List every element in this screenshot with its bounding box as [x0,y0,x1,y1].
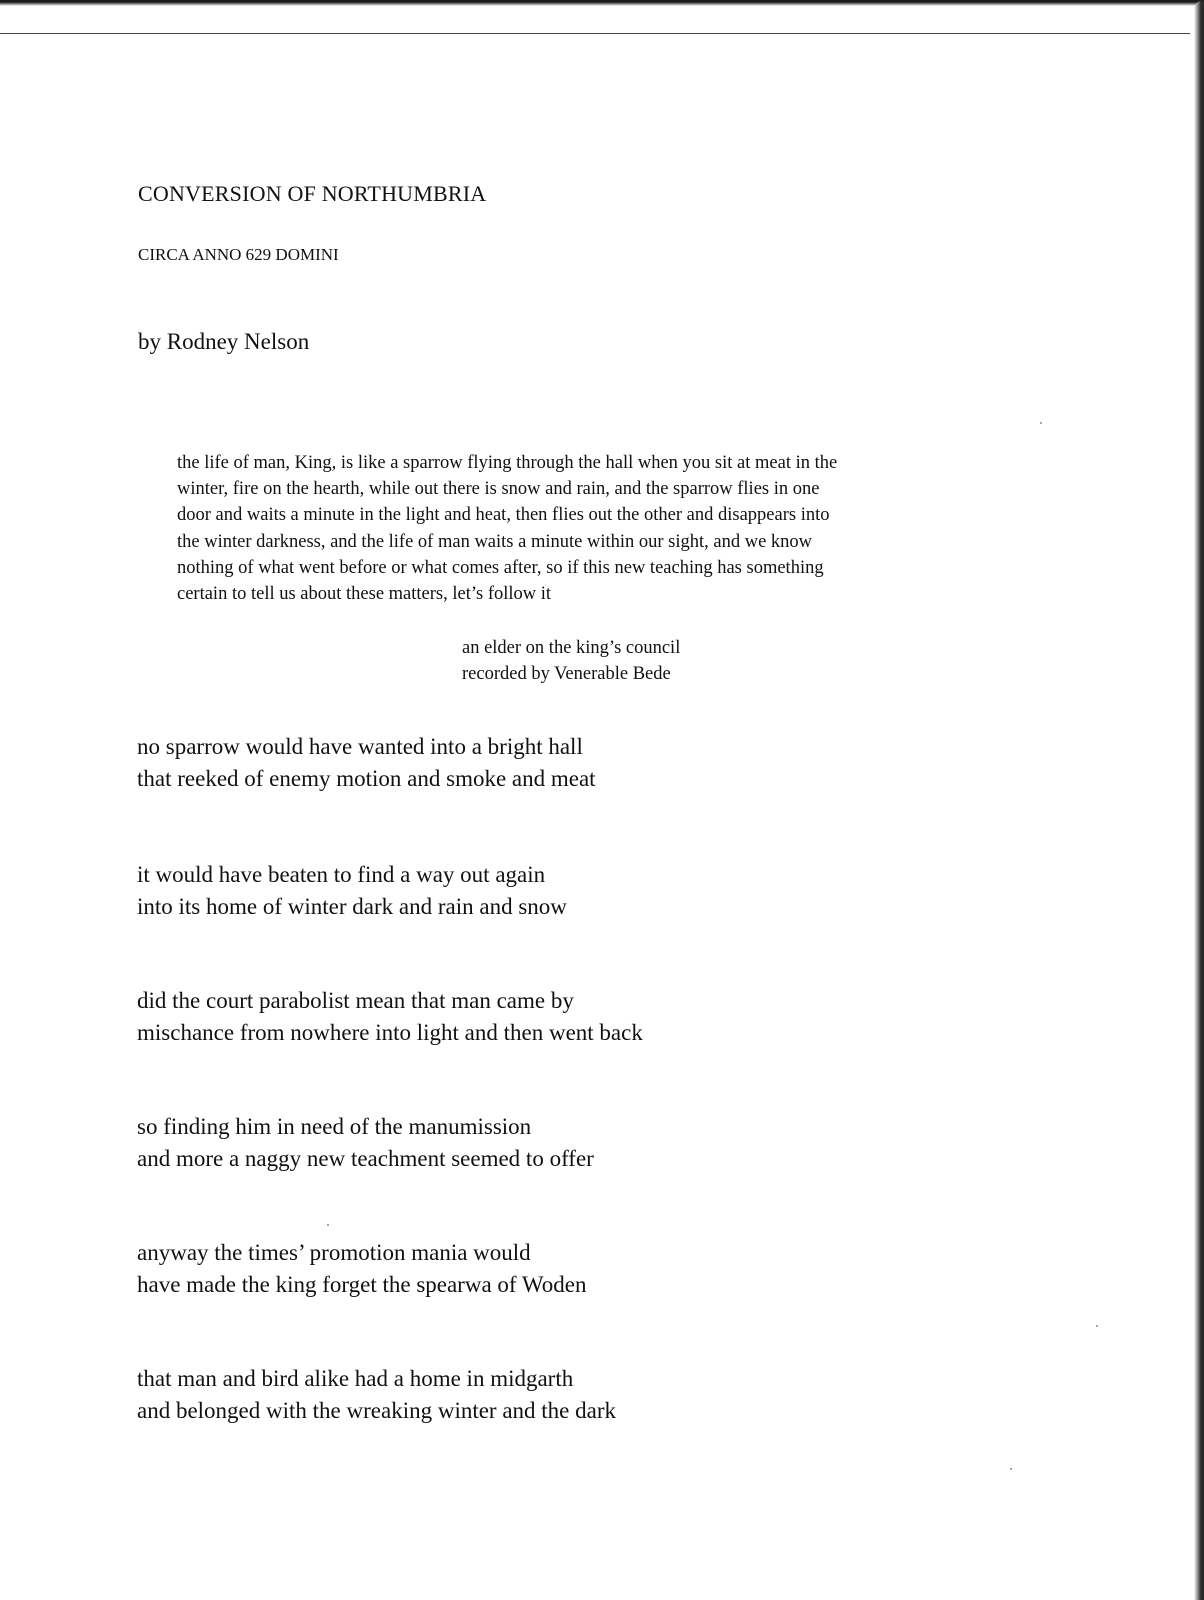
stanza-line: that man and bird alike had a home in midgarth [137,1366,574,1391]
epigraph-line: the winter darkness, and the life of man waits a minute within our sight, and we know [177,531,813,552]
scan-horizontal-rule [0,33,1190,34]
stanza-line: and belonged with the wreaking winter and the dark [137,1397,617,1423]
stanza-1 [137,731,596,794]
epigraph [177,450,977,607]
stanza-3 [137,985,643,1048]
stanza-line: did the court parabolist mean that man came by [137,988,574,1013]
stanza-line: have made the king forget the spearwa of Woden [137,1271,587,1297]
stanza-line: no sparrow would have wanted into a bright hall [137,734,583,759]
epigraph-line: winter, fire on the hearth, while out there is snow and rain, and the sparrow flies in one [177,479,820,500]
epigraph-line: nothing of what went before or what comes after, so if this new teaching has something [177,557,824,578]
poem-title: CONVERSION OF NORTHUMBRIA [138,181,487,206]
stanza-4 [137,1111,594,1174]
poem-subtitle: CIRCA ANNO 629 DOMINI [138,245,339,264]
epigraph-line: door and waits a minute in the light and heat, then flies out the other and disappears into [177,505,830,526]
epigraph-line: the life of man, King, is like a sparrow flying through the hall when you sit at meat in the [177,453,838,473]
attribution-line: an elder on the king’s council [462,638,681,658]
scan-speck [1040,422,1042,424]
scan-speck [327,1224,329,1226]
stanza-5 [137,1237,586,1300]
scan-speck [1010,1468,1012,1470]
epigraph-attribution [462,635,680,687]
stanza-line: it would have beaten to find a way out again [137,862,546,887]
stanza-line: and more a naggy new teachment seemed to offer [137,1145,594,1171]
attribution-line: recorded by Venerable Bede [462,664,671,684]
scan-right-edge [1194,0,1204,1600]
stanza-line: anyway the times’ promotion mania would [137,1240,531,1265]
stanza-2 [137,859,567,922]
poem-byline: by Rodney Nelson [138,329,310,354]
stanza-line: so finding him in need of the manumission [137,1114,532,1139]
stanza-6 [137,1363,616,1426]
epigraph-line: certain to tell us about these matters, let’s follow it [177,584,552,605]
stanza-line: into its home of winter dark and rain and snow [137,893,567,919]
stanza-line: that reeked of enemy motion and smoke and meat [137,765,596,791]
stanza-line: mischance from nowhere into light and then went back [137,1019,643,1045]
scan-speck [1096,1325,1098,1327]
scan-top-edge [0,0,1204,6]
